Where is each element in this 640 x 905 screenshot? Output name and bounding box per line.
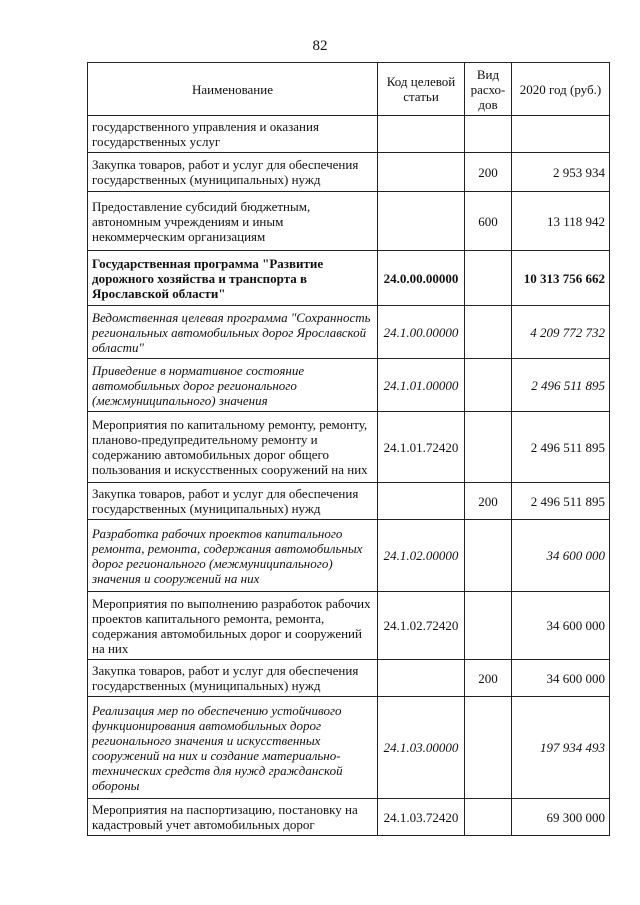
row-name: Реализация мер по обеспечению устойчивого функционирования автомобильных дорог регионального значения и искусственных сооружений на них и создание материально-технических средств для нужд гражданской обороны [88,697,378,799]
row-code: 24.0.00.00000 [378,251,465,306]
table-row [88,483,610,520]
row-name: Мероприятия по капитальному ремонту, ремонту, планово-предупредительному ремонту и содержанию автомобильных дорог общего пользования и искусственных сооружений на них [88,412,378,483]
row-amount: 4 209 772 732 [512,306,610,359]
table-row [88,306,610,359]
row-amount: 2 953 934 [512,153,610,192]
table-row [88,412,610,483]
table-row [88,799,610,836]
row-kind [465,697,512,799]
table-row [88,520,610,592]
table-row [88,660,610,697]
row-name: Государственная программа "Развитие дорожного хозяйства и транспорта в Ярославской области" [88,251,378,306]
row-kind [465,359,512,412]
row-code: 24.1.02.72420 [378,592,465,660]
row-kind: 200 [465,483,512,520]
row-kind: 600 [465,192,512,251]
row-name: Предоставление субсидий бюджетным, автономным учреждениям и иным некоммерческим организациям [88,192,378,251]
row-name: Мероприятия на паспортизацию, постановку на кадастровый учет автомобильных дорог [88,799,378,836]
row-amount: 10 313 756 662 [512,251,610,306]
row-amount: 34 600 000 [512,520,610,592]
row-code [378,192,465,251]
row-name: Приведение в нормативное состояние автомобильных дорог регионального (межмуниципального) значения [88,359,378,412]
row-name: Разработка рабочих проектов капитального ремонта, ремонта, содержания автомобильных дорог регионального (межмуниципального) значения и сооружений на них [88,520,378,592]
row-amount: 34 600 000 [512,660,610,697]
row-amount: 69 300 000 [512,799,610,836]
budget-table [87,62,610,836]
header-row [88,63,610,116]
row-code: 24.1.03.00000 [378,697,465,799]
header-kind: Вид расхо-дов [465,63,512,116]
row-amount: 197 934 493 [512,697,610,799]
row-code [378,660,465,697]
row-code: 24.1.03.72420 [378,799,465,836]
row-name: Закупка товаров, работ и услуг для обеспечения государственных (муниципальных) нужд [88,483,378,520]
row-name: государственного управления и оказания государственных услуг [88,116,378,153]
row-code: 24.1.00.00000 [378,306,465,359]
header-code: Код целевой статьи [378,63,465,116]
row-amount: 2 496 511 895 [512,359,610,412]
row-code: 24.1.01.00000 [378,359,465,412]
row-kind [465,412,512,483]
row-name: Мероприятия по выполнению разработок рабочих проектов капитального ремонта, ремонта, содержания автомобильных дорог и сооружений на них [88,592,378,660]
row-code: 24.1.02.00000 [378,520,465,592]
row-kind [465,592,512,660]
row-code: 24.1.01.72420 [378,412,465,483]
row-kind [465,116,512,153]
row-kind [465,251,512,306]
page-number: 82 [312,38,328,54]
row-name: Закупка товаров, работ и услуг для обеспечения государственных (муниципальных) нужд [88,660,378,697]
row-code [378,153,465,192]
row-kind: 200 [465,153,512,192]
row-amount: 2 496 511 895 [512,483,610,520]
table-row [88,592,610,660]
row-code [378,483,465,520]
row-kind [465,520,512,592]
row-kind [465,306,512,359]
row-name: Ведомственная целевая программа "Сохранность региональных автомобильных дорог Ярославской области" [88,306,378,359]
row-name: Закупка товаров, работ и услуг для обеспечения государственных (муниципальных) нужд [88,153,378,192]
table-row [88,192,610,251]
table-row [88,359,610,412]
table-row [88,251,610,306]
table-row [88,153,610,192]
row-amount: 2 496 511 895 [512,412,610,483]
row-code [378,116,465,153]
row-amount: 34 600 000 [512,592,610,660]
row-amount: 13 118 942 [512,192,610,251]
row-amount [512,116,610,153]
row-kind [465,799,512,836]
header-name: Наименование [88,63,378,116]
header-amount: 2020 год (руб.) [512,63,610,116]
table-row [88,697,610,799]
table-row [88,116,610,153]
row-kind: 200 [465,660,512,697]
